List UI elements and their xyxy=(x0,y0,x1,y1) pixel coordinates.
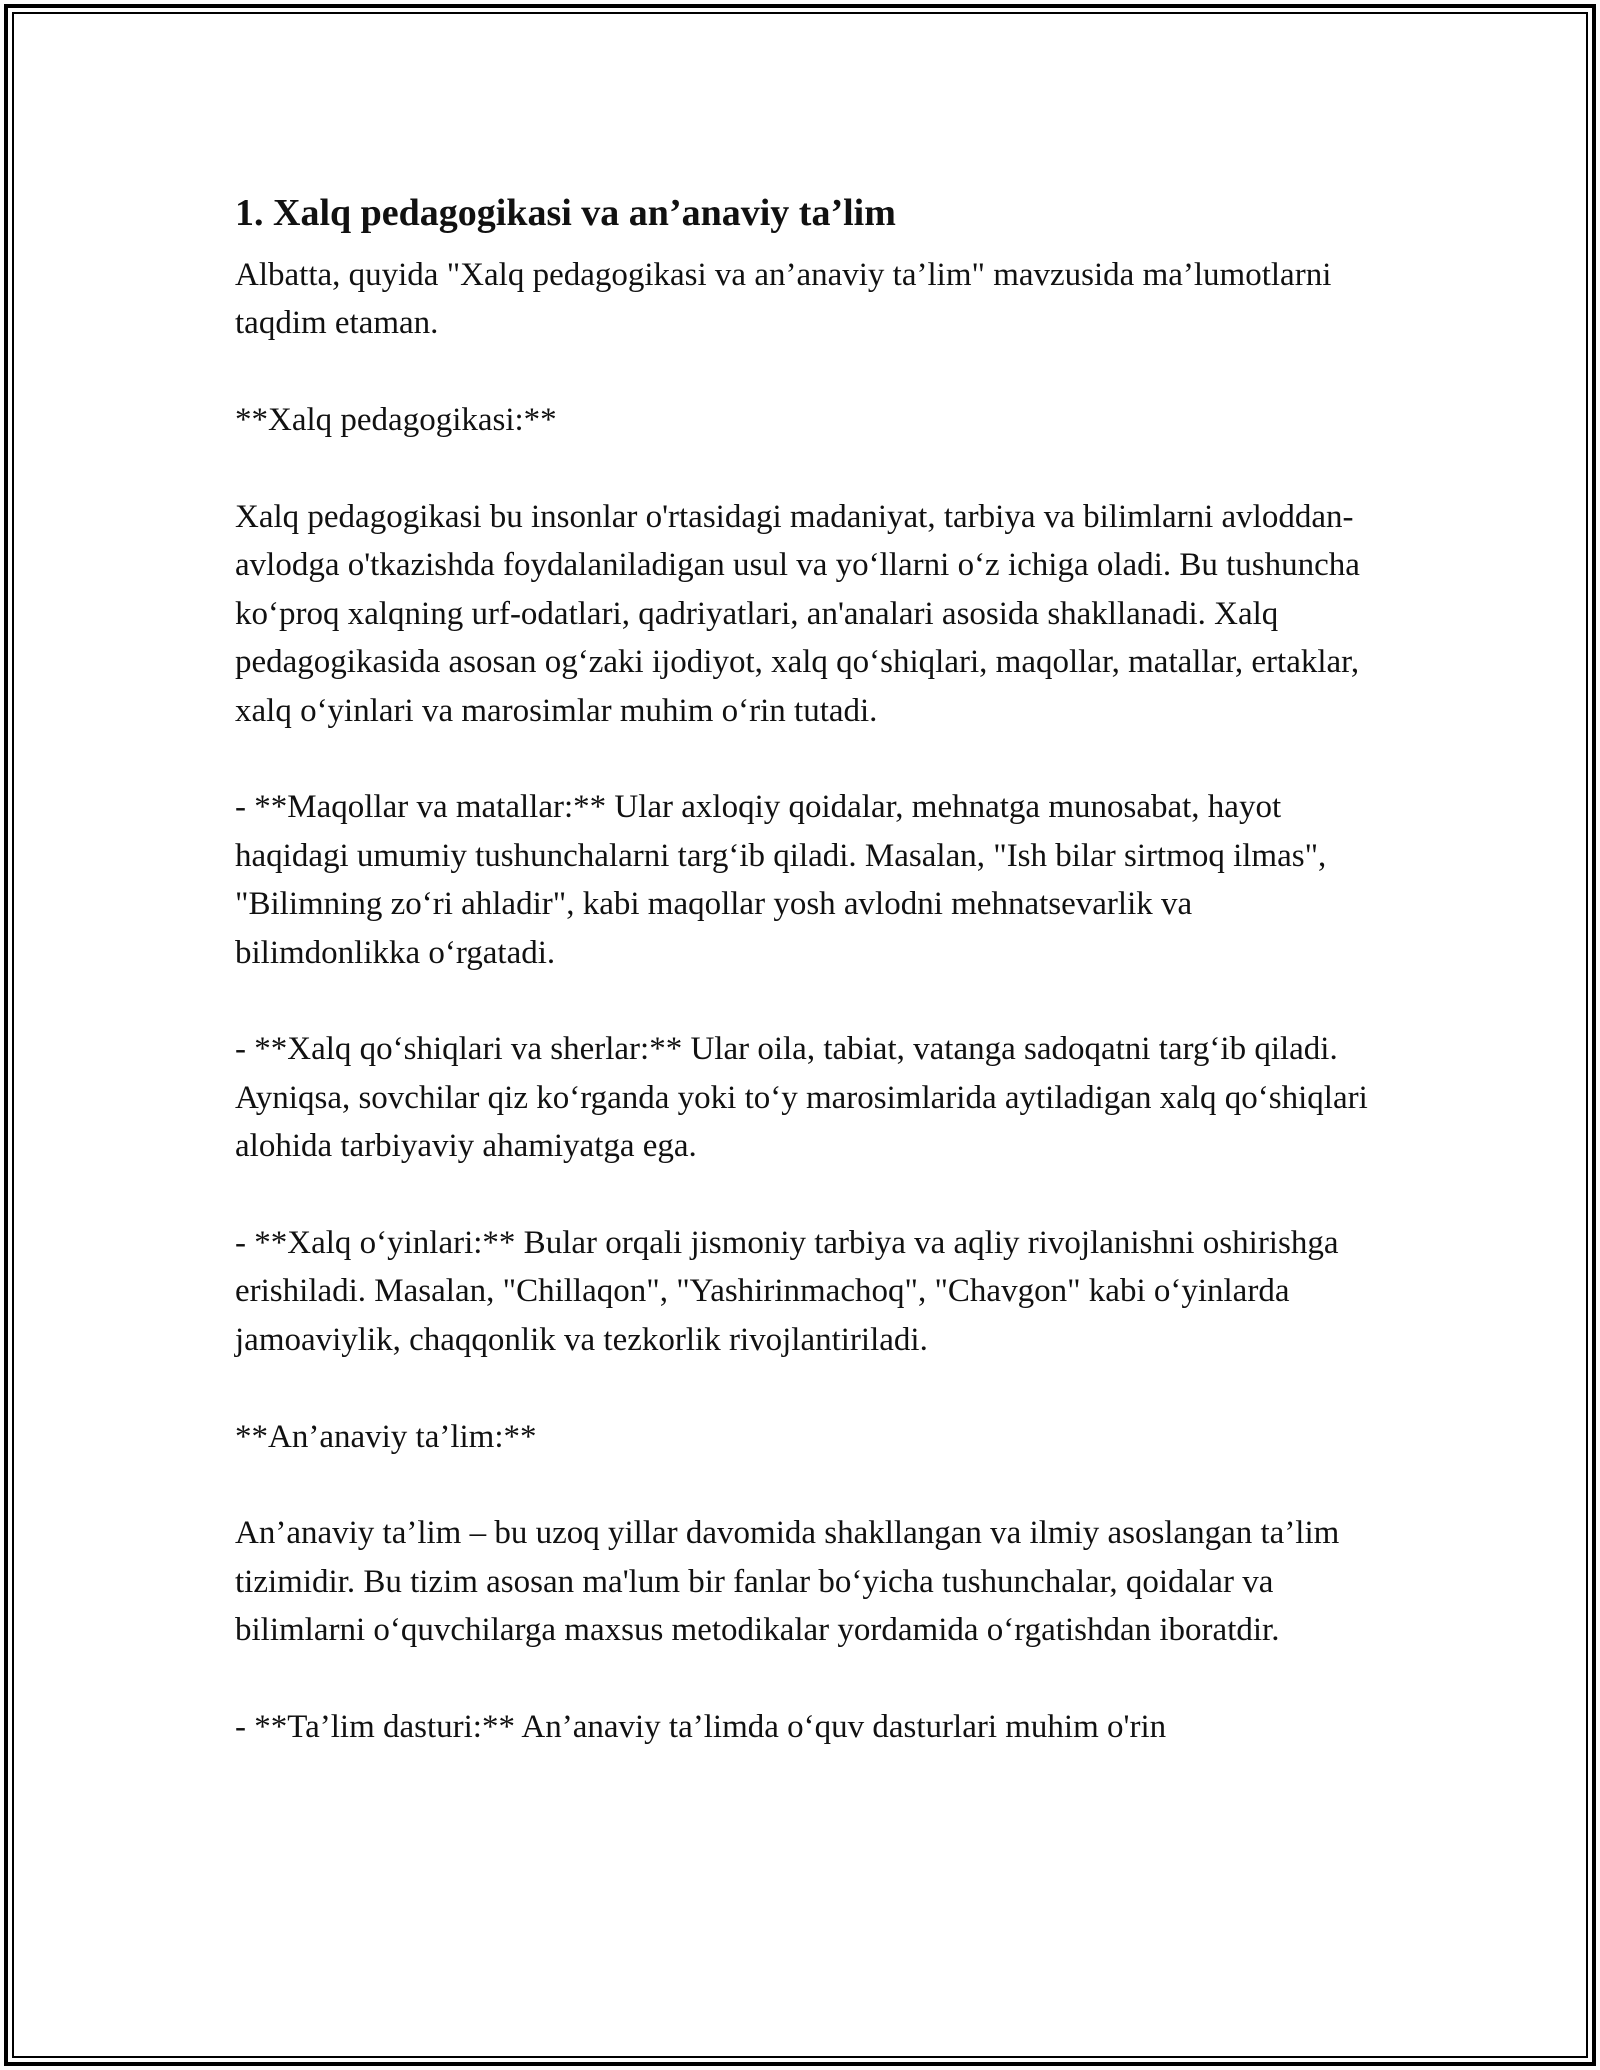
heading-ananaviy-talim: **An’anaviy ta’lim:** xyxy=(235,1418,537,1455)
document-title: 1. Xalq pedagogikasi va an’anaviy ta’lim xyxy=(235,192,896,234)
list-item-maqollar: - **Maqollar va matallar:** Ular axloqiy qoidalar, mehnatga munosabat, hayot haqidagi umumiy tushunchalarni targ‘ib qiladi. Masalan, "Ish bilar sirtmoq ilmas", "Bilimning zo‘ri ahladir", kabi maqollar yosh avlodni mehnatsevarlik va bilimdonlikka o‘rgatadi. xyxy=(235,789,1327,971)
list-item-talim-dasturi: - **Ta’lim dasturi:** An’anaviy ta’limda o‘quv dasturlari muhim o'rin xyxy=(235,1709,1167,1746)
document-body xyxy=(235,183,1385,1800)
heading-xalq-pedagogikasi: **Xalq pedagogikasi:** xyxy=(235,402,557,439)
list-item-qoshiqlar: - **Xalq qo‘shiqlari va sherlar:** Ular oila, tabiat, vatanga sadoqatni targ‘ib qiladi. Ayniqsa, sovchilar qiz ko‘rganda yoki to‘y marosimlarida aytiladigan xalq qo‘shiqlari alohida tarbiyaviy ahamiyatga ega. xyxy=(235,1031,1368,1165)
paragraph-xalq-pedagogikasi: Xalq pedagogikasi bu insonlar o'rtasidagi madaniyat, tarbiya va bilimlarni avloddan-avlodga o'tkazishda foydalaniladigan usul va yo‘llarni o‘z ichiga oladi. Bu tushuncha ko‘proq xalqning urf-odatlari, qadriyatlari, an'analari asosida shakllanadi. Xalq pedagogikasida asosan og‘zaki ijodiyot, xalq qo‘shiqlari, maqollar, matallar, ertaklar, xalq o‘yinlari va marosimlar muhim o‘rin tutadi. xyxy=(235,499,1360,729)
paragraph-intro: Albatta, quyida "Xalq pedagogikasi va an’anaviy ta’lim" mavzusida ma’lumotlarni taqdim etaman. xyxy=(235,257,1332,342)
paragraph-ananaviy-talim: An’anaviy ta’lim – bu uzoq yillar davomida shakllangan va ilmiy asoslangan ta’lim tizimidir. Bu tizim asosan ma'lum bir fanlar bo‘yicha tushunchalar, qoidalar va bilimlarni o‘quvchilarga maxsus metodikalar yordamida o‘rgatishdan iboratdir. xyxy=(235,1515,1340,1649)
list-item-oyinlar: - **Xalq o‘yinlari:** Bular orqali jismoniy tarbiya va aqliy rivojlanishni oshirishga erishiladi. Masalan, "Chillaqon", "Yashirinmachoq", "Chavgon" kabi o‘yinlarda jamoaviylik, chaqqonlik va tezkorlik rivojlantiriladi. xyxy=(235,1225,1339,1358)
